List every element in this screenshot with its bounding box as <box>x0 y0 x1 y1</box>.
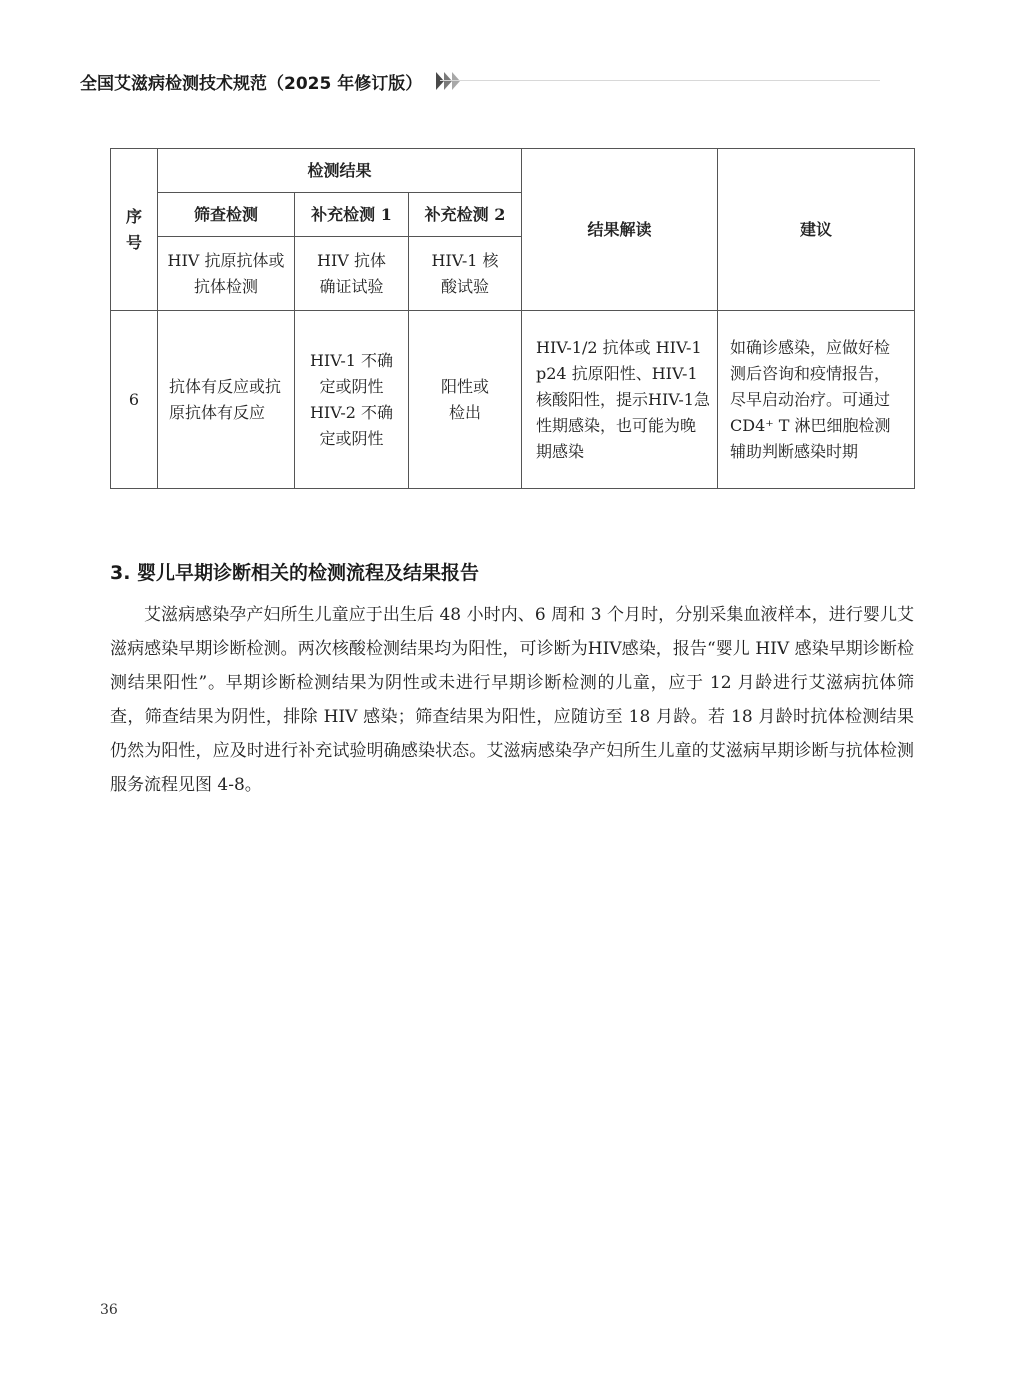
running-title: 全国艾滋病检测技术规范（2025 年修订版） <box>80 73 423 94</box>
cell-seq: 6 <box>111 311 158 489</box>
cell-interpretation-text: HIV-1/2 抗体或 HIV-1 p24 抗原阳性、HIV-1 核酸阳性，提示HIV-1急性期感染，也可能为晚期感染 <box>536 337 710 461</box>
cell-interpretation <box>522 311 718 489</box>
cell-screening <box>158 311 295 489</box>
sub-screening-method <box>158 237 295 311</box>
body-paragraph: 艾滋病感染孕产妇所生儿童应于出生后 48 小时内、6 周和 3 个月时，分别采集血液样本，进行婴儿艾滋病感染早期诊断检测。两次核酸检测结果均为阳性，可诊断为HIV感染，报告“婴儿 HIV 感染早期诊断检测结果阳性”。早期诊断检测结果为阴性或未进行早期诊断检测的儿童，应于 12 月龄进行艾滋病抗体筛查，筛查结果为阴性，排除 HIV 感染；筛查结果为阳性，应随访至 18 月龄。若 18 月龄时抗体检测结果仍然为阳性，应及时进行补充试验明确感染状态。艾滋病感染孕产妇所生儿童的艾滋病早期诊断与抗体检测服务流程见图 4-8。 <box>110 605 914 795</box>
hiv-result-table <box>110 148 915 489</box>
sub-screening-text: HIV 抗原抗体或抗体检测 <box>167 250 285 296</box>
col-advice-header: 建议 <box>718 149 915 311</box>
col-interpretation-header: 结果解读 <box>522 149 718 311</box>
cell-supp1 <box>295 311 409 489</box>
sub-supp2-method <box>409 237 522 311</box>
cell-advice <box>718 311 915 489</box>
sub-supp1-method <box>295 237 409 311</box>
col-supp2-header: 补充检测 2 <box>409 193 522 237</box>
running-header <box>80 66 466 96</box>
cell-supp2 <box>409 311 522 489</box>
sub-supp2-text: HIV-1 核酸试验 <box>431 250 499 296</box>
cell-supp1-text: HIV-1 不确定或阴性 HIV-2 不确定或阴性 <box>309 350 394 448</box>
section-heading: 3. 婴儿早期诊断相关的检测流程及结果报告 <box>110 562 480 584</box>
col-screening-header: 筛查检测 <box>158 193 295 237</box>
cell-supp2-text: 阳性或检出 <box>440 376 489 422</box>
cell-advice-text: 如确诊感染，应做好检测后咨询和疫情报告，尽早启动治疗。可通过 CD4⁺ T 淋巴细胞检测辅助判断感染时期 <box>730 337 891 461</box>
col-seq-header <box>111 149 158 311</box>
cell-screening-text: 抗体有反应或抗原抗体有反应 <box>169 376 282 422</box>
chevron-arrows-icon <box>436 70 466 92</box>
col-supp1-header: 补充检测 1 <box>295 193 409 237</box>
sub-supp1-text: HIV 抗体确证试验 <box>317 250 386 296</box>
header-rule <box>440 80 880 81</box>
page-number: 36 <box>100 1302 118 1318</box>
group-header-results: 检测结果 <box>158 149 522 193</box>
table-row <box>111 311 915 489</box>
col-seq-label: 序号 <box>125 206 142 252</box>
